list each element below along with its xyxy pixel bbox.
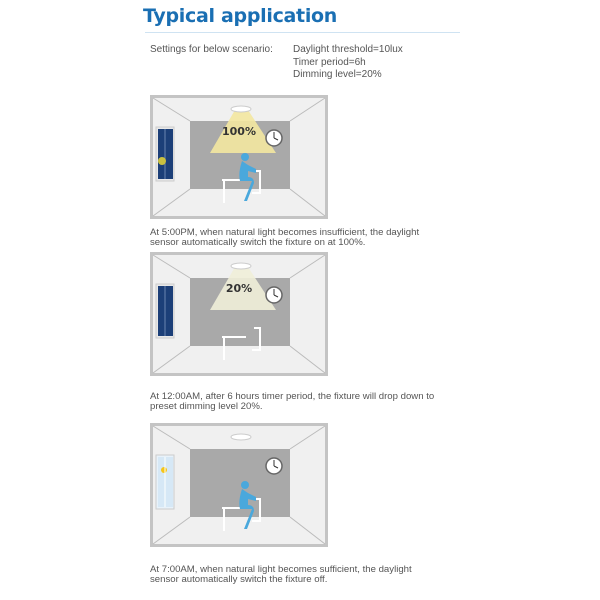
ceiling-light-icon: [231, 434, 251, 440]
ceiling-light-icon: [231, 263, 251, 269]
dimming-level-label: 100%: [222, 125, 256, 138]
caption-line: preset dimming level 20%.: [150, 401, 263, 412]
caption-line: At 5:00PM, when natural light becomes insufficient, the daylight: [150, 227, 420, 238]
page-title: Typical application: [143, 5, 338, 27]
scene-2-caption: [150, 392, 470, 412]
caption-line: sensor automatically switch the fixture on at 100%.: [150, 237, 366, 248]
scene-1-caption: [150, 228, 470, 248]
scene-3-illustration: [150, 423, 328, 547]
settings-list: [293, 44, 403, 82]
caption-line: At 12:00AM, after 6 hours timer period, the fixture will drop down to: [150, 391, 435, 402]
sun-icon: [161, 467, 167, 473]
caption-line: sensor automatically switch the fixture off.: [150, 574, 328, 585]
title-divider: [145, 32, 460, 33]
moon-icon: [158, 157, 166, 165]
setting-timer-period: Timer period=6h: [293, 56, 366, 68]
scene-3-caption: [150, 565, 470, 585]
caption-line: At 7:00AM, when natural light becomes sufficient, the daylight: [150, 564, 412, 575]
scene-2-illustration: [150, 252, 328, 376]
setting-dimming-level: Dimming level=20%: [293, 69, 382, 80]
setting-daylight-threshold: Daylight threshold=10lux: [293, 44, 403, 55]
settings-label: Settings for below scenario:: [150, 44, 273, 55]
ceiling-light-icon: [231, 106, 251, 112]
dimming-level-label: 20%: [225, 282, 253, 295]
scene-1-illustration: [150, 95, 328, 219]
desk: [222, 336, 246, 338]
